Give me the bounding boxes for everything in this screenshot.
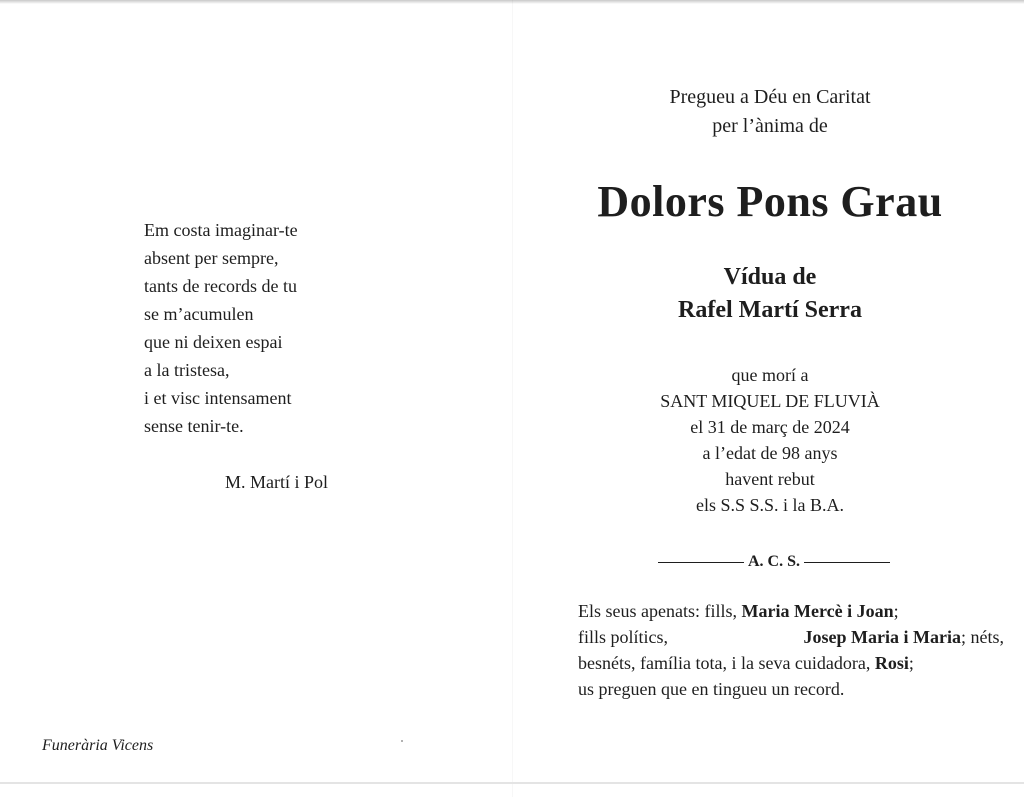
children-names: Maria Mercè i Joan [741, 601, 894, 621]
prayer-line-1: Pregueu a Déu en Caritat [669, 86, 871, 108]
card-fold-line [512, 0, 513, 797]
poem-line: sense tenir-te. [144, 416, 244, 436]
funeral-home-name: Funerària Vicens [42, 737, 154, 754]
deceased-name: Dolors Pons Grau [597, 177, 943, 226]
memorial-poem [144, 216, 404, 440]
mourners-text: ; [908, 653, 914, 673]
mourners-text: Els seus apenats: fills, [578, 601, 737, 621]
widow-of [540, 261, 1000, 327]
mourners-text: fills polítics, [578, 627, 668, 647]
acs-divider [648, 550, 900, 574]
acs-label: A. C. S. [747, 553, 800, 570]
mourners-line-1 [578, 598, 1004, 624]
poem-line: absent per sempre, [144, 248, 279, 268]
divider-line-left [658, 562, 744, 563]
details-line-5: havent rebut [725, 469, 815, 489]
death-details [540, 362, 1000, 518]
prayer-line-2: per l’ànima de [712, 115, 828, 137]
death-place: SANT MIQUEL DE FLUVIÀ [660, 391, 880, 411]
widow-line-1: Vídua de [723, 264, 817, 290]
poem-line: Em costa imaginar-te [144, 220, 298, 240]
mourners-line-4: us preguen que en tingueu un record. [578, 679, 845, 699]
poem-line: que ni deixen espai [144, 332, 283, 352]
mourners-text-group [804, 624, 1004, 650]
scan-bottom-edge [0, 782, 1024, 784]
details-line-1: que morí a [731, 365, 809, 385]
poem-line: tants de records de tu [144, 276, 297, 296]
death-date: el 31 de març de 2024 [690, 417, 850, 437]
poem-line: a la tristesa, [144, 360, 230, 380]
widow-spouse-name: Rafel Martí Serra [678, 297, 862, 323]
poem-author: M. Martí i Pol [224, 472, 328, 492]
mourners-text: ; [893, 601, 899, 621]
poem-line: i et visc intensament [144, 388, 292, 408]
mourners-line-2 [578, 624, 1004, 650]
caregiver-name: Rosi [874, 653, 909, 673]
poem-line: se m’acumulen [144, 304, 254, 324]
scan-dust-speck [401, 740, 403, 742]
sacraments-line: els S.S S.S. i la B.A. [695, 495, 845, 515]
mourners-paragraph [578, 598, 1004, 702]
mourners-text: ; néts, [961, 627, 1004, 647]
age-at-death: a l’edat de 98 anys [702, 443, 838, 463]
mourners-line-3 [578, 650, 1004, 676]
prayer-heading [540, 83, 1000, 141]
divider-line-right [804, 562, 890, 563]
mourners-text: besnéts, família tota, i la seva cuidadora, [578, 653, 871, 673]
in-law-names: Josep Maria i Maria [803, 627, 961, 647]
